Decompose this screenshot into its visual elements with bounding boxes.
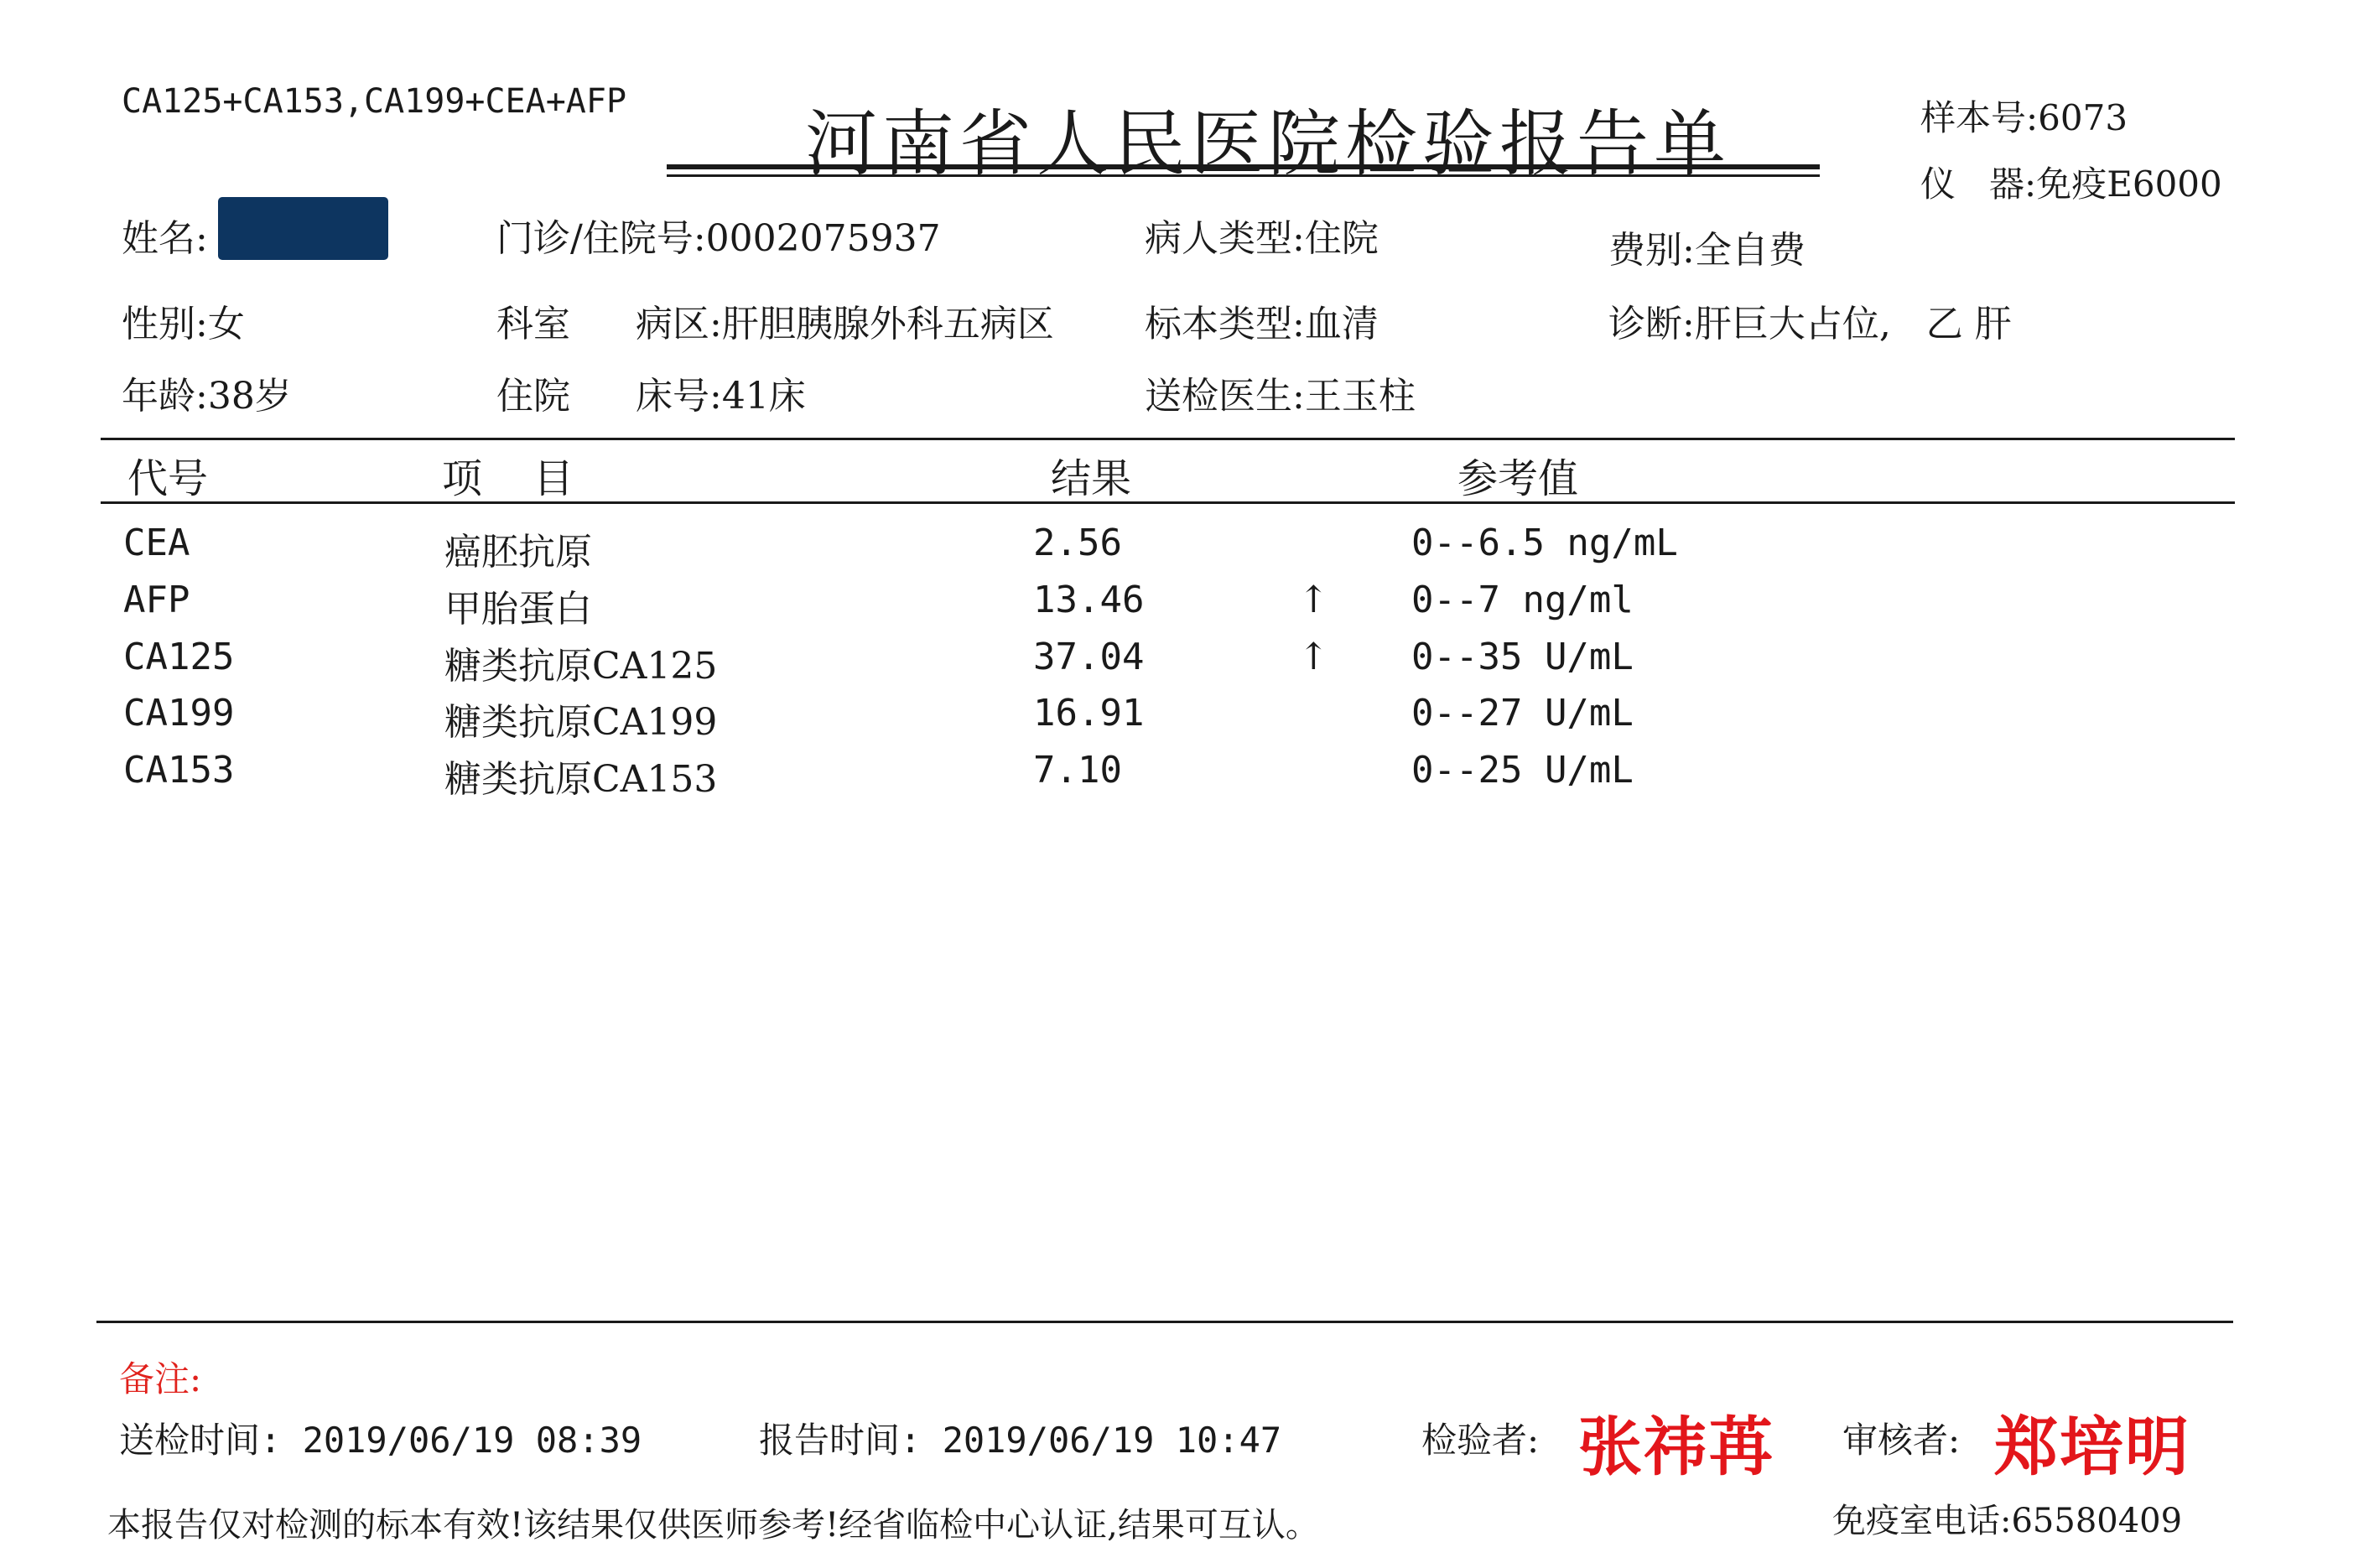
bed-number: 床号:41床: [636, 375, 806, 418]
cell-item: 糖类抗原CA153: [444, 758, 718, 801]
age: 年龄:38岁: [122, 375, 292, 418]
referring-doctor: 送检医生:王玉柱: [1145, 375, 1416, 418]
cell-flag: ↑: [1298, 636, 1329, 678]
cell-reference: 0--27 U/mL: [1411, 692, 1634, 735]
ward: 病区:肝胆胰腺外科五病区: [636, 303, 1054, 345]
tests-summary: CA125+CA153,CA199+CEA+AFP: [122, 82, 627, 121]
department-label: 科室: [496, 303, 570, 345]
tester-label: 检验者:: [1421, 1420, 1540, 1461]
cell-result: 37.04: [1033, 636, 1145, 678]
name-redaction: [218, 197, 388, 260]
tester-signature: 张祎苒: [1578, 1410, 1774, 1484]
cell-item: 糖类抗原CA125: [444, 645, 718, 688]
cell-result: 2.56: [1033, 522, 1122, 564]
table-header-rule: [101, 501, 2235, 504]
fee-type: 费别:全自费: [1608, 229, 1805, 272]
diagnosis: 诊断:肝巨大占位, 乙 肝: [1608, 303, 2012, 345]
remark-label: 备注:: [119, 1358, 202, 1399]
cell-item: 糖类抗原CA199: [444, 701, 718, 744]
header-item: 项 目: [442, 455, 574, 502]
header-reference: 参考值: [1457, 455, 1579, 502]
footer-rule: [96, 1321, 2233, 1323]
table-top-rule: [101, 438, 2235, 440]
specimen-type: 标本类型:血清: [1145, 303, 1379, 345]
disclaimer: 本报告仅对检测的标本有效!该结果仅供医师参考!经省临检中心认证,结果可互认。: [107, 1506, 1319, 1545]
inpatient-label: 住院: [496, 375, 570, 418]
cell-reference: 0--35 U/mL: [1411, 636, 1634, 678]
instrument: 仪 器:免疫E6000: [1920, 164, 2222, 205]
cell-reference: 0--25 U/mL: [1411, 749, 1634, 792]
cell-flag: ↑: [1298, 579, 1329, 621]
reviewer-label: 审核者:: [1842, 1420, 1961, 1461]
clinic-number: 门诊/住院号:0002075937: [496, 217, 941, 260]
cell-reference: 0--7 ng/ml: [1411, 579, 1634, 621]
reviewer-signature: 郑培明: [1994, 1410, 2190, 1484]
report-time: 报告时间: 2019/06/19 10:47: [759, 1420, 1282, 1461]
header-code: 代号: [127, 455, 209, 502]
lab-phone: 免疫室电话:65580409: [1832, 1502, 2183, 1540]
patient-type: 病人类型:住院: [1145, 217, 1379, 260]
cell-item: 癌胚抗原: [444, 531, 592, 574]
cell-result: 7.10: [1033, 749, 1122, 792]
cell-reference: 0--6.5 ng/mL: [1411, 522, 1678, 564]
cell-code: CA199: [123, 692, 235, 735]
cell-code: CA153: [123, 749, 235, 792]
cell-result: 16.91: [1033, 692, 1145, 735]
sample-number: 样本号:6073: [1920, 97, 2128, 138]
cell-item: 甲胎蛋白: [444, 588, 592, 631]
gender: 性别:女: [122, 303, 245, 345]
cell-code: AFP: [123, 579, 190, 621]
cell-code: CEA: [123, 522, 190, 564]
header-result: 结果: [1051, 455, 1132, 502]
title-underline-thick: [667, 164, 1820, 169]
cell-code: CA125: [123, 636, 235, 678]
title-underline-thin: [667, 174, 1820, 177]
name-label: 姓名:: [122, 217, 208, 260]
cell-result: 13.46: [1033, 579, 1145, 621]
report-title: 河南省人民医院检验报告单: [805, 102, 1731, 186]
submit-time: 送检时间: 2019/06/19 08:39: [119, 1420, 642, 1461]
